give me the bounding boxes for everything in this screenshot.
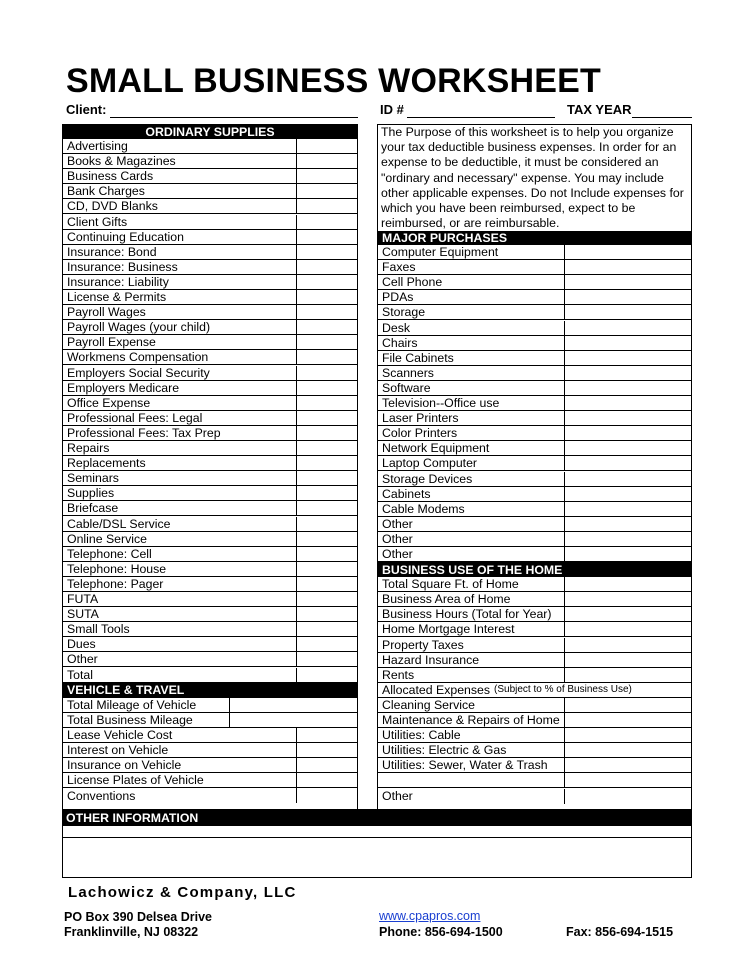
amount-cell[interactable] (296, 471, 357, 485)
amount-cell[interactable] (296, 547, 357, 561)
row-hazard-insurance (378, 653, 691, 668)
amount-cell[interactable] (564, 698, 691, 712)
row-payroll-expense (63, 335, 357, 350)
row-label: Repairs (67, 441, 110, 456)
row-property-taxes (378, 638, 691, 653)
row-label: Cable Modems (382, 501, 465, 516)
amount-cell[interactable] (564, 517, 691, 531)
row-label: Total (67, 667, 93, 682)
amount-cell[interactable] (229, 698, 357, 712)
row-label: Payroll Expense (67, 335, 156, 350)
purpose-line: other applicable expenses. Do not Include expenses for (381, 185, 684, 200)
phone-number: Phone: 856-694-1500 (379, 925, 503, 939)
row-label: Payroll Wages (your child) (67, 320, 211, 335)
business-use-home-header (378, 562, 691, 577)
amount-cell[interactable] (296, 154, 357, 168)
amount-cell[interactable] (564, 411, 691, 425)
row-other (378, 547, 691, 562)
id-label: ID # (380, 102, 404, 117)
amount-cell[interactable] (296, 305, 357, 319)
row-label: Total Business Mileage (67, 712, 193, 727)
row-cable-dsl-service (63, 517, 357, 532)
amount-cell[interactable] (296, 456, 357, 470)
row-label: Total Square Ft. of Home (382, 577, 519, 592)
row-television-office-use (378, 396, 691, 411)
amount-cell[interactable] (564, 290, 691, 304)
row-label: Hazard Insurance (382, 652, 480, 667)
amount-cell[interactable] (564, 547, 691, 561)
row-storage-devices (378, 472, 691, 487)
tax-year-field[interactable] (632, 117, 692, 118)
amount-cell[interactable] (564, 607, 691, 621)
row-label: Client Gifts (67, 214, 128, 229)
row-label: SUTA (67, 607, 99, 622)
row-license-plates-of-vehicle (63, 773, 357, 788)
company-name: Lachowicz & Company, LLC (68, 884, 297, 901)
row-label: Telephone: Cell (67, 546, 152, 561)
vehicle-travel-header-title: VEHICLE & TRAVEL (67, 683, 185, 698)
row-total-mileage-of-vehicle (63, 698, 357, 713)
row-storage (378, 305, 691, 320)
amount-cell[interactable] (296, 622, 357, 636)
amount-cell[interactable] (564, 366, 691, 380)
row-payroll-wages-your-child (63, 320, 357, 335)
website-link[interactable]: www.cpapros.com (379, 909, 481, 923)
row-label: Other (382, 789, 413, 804)
amount-cell[interactable] (296, 607, 357, 621)
row-label: Books & Magazines (67, 154, 176, 169)
row-other (378, 532, 691, 547)
row-label: Utilities: Cable (382, 728, 461, 743)
row-label: Business Cards (67, 169, 154, 184)
row-repairs (63, 441, 357, 456)
amount-cell[interactable] (296, 486, 357, 500)
amount-cell[interactable] (296, 532, 357, 546)
row-laser-printers (378, 411, 691, 426)
row-label: Other (382, 531, 413, 546)
row-label: Interest on Vehicle (67, 742, 169, 757)
row-lease-vehicle-cost (63, 728, 357, 743)
row-label: PDAs (382, 290, 414, 305)
amount-cell[interactable] (564, 653, 691, 667)
amount-cell[interactable] (564, 351, 691, 365)
row-total-square-ft-of-home (378, 577, 691, 592)
row-label: Allocated Expenses (Subject to % of Business Use) (382, 682, 632, 697)
amount-cell[interactable] (564, 532, 691, 546)
amount-cell[interactable] (296, 728, 357, 742)
row-label: FUTA (67, 592, 99, 607)
row-label: Dues (67, 637, 96, 652)
amount-cell[interactable] (564, 472, 691, 486)
amount-cell[interactable] (296, 230, 357, 244)
amount-cell[interactable] (564, 789, 691, 804)
ordinary-supplies-header-title: ORDINARY SUPPLIES (145, 125, 275, 139)
row-insurance-business (63, 260, 357, 275)
row-pdas (378, 290, 691, 305)
row-label: Insurance: Business (67, 259, 178, 274)
row-insurance-on-vehicle (63, 758, 357, 773)
amount-cell[interactable] (564, 305, 691, 319)
row-label: Scanners (382, 365, 434, 380)
purpose-line: expense to be deductible, it must be considered an (381, 155, 659, 170)
row-employers-medicare (63, 381, 357, 396)
row-label: Network Equipment (382, 441, 490, 456)
row-label: Professional Fees: Legal (67, 410, 203, 425)
row-bank-charges (63, 184, 357, 199)
row-label: Other (382, 547, 413, 562)
amount-cell[interactable] (296, 517, 357, 531)
amount-cell[interactable] (296, 320, 357, 334)
row-dues (63, 637, 357, 652)
row-label: Utilities: Electric & Gas (382, 743, 507, 758)
amount-cell[interactable] (564, 728, 691, 742)
row-label: Small Tools (67, 622, 130, 637)
amount-cell[interactable] (296, 441, 357, 455)
row-label: Color Printers (382, 426, 458, 441)
row-utilities-sewer-water-trash (378, 758, 691, 773)
row-utilities-cable (378, 728, 691, 743)
row-faxes (378, 260, 691, 275)
row-label: License & Permits (67, 290, 167, 305)
row-label: Conventions (67, 788, 136, 803)
row-utilities-electric-gas (378, 743, 691, 758)
amount-cell[interactable] (296, 637, 357, 651)
row-label: Faxes (382, 260, 416, 275)
row-label: Chairs (382, 335, 418, 350)
row-other (378, 517, 691, 532)
amount-cell[interactable] (564, 275, 691, 289)
amount-cell[interactable] (296, 577, 357, 591)
row-label: Workmens Compensation (67, 350, 209, 365)
row-label: Bank Charges (67, 184, 145, 199)
row-business-area-of-home (378, 592, 691, 607)
row-label: Other (67, 652, 98, 667)
row-futa (63, 592, 357, 607)
amount-cell[interactable] (564, 592, 691, 606)
row-label: Cabinets (382, 486, 431, 501)
row-professional-fees-tax-prep (63, 426, 357, 441)
row-label: Seminars (67, 471, 119, 486)
address-line-2: Franklinville, NJ 08322 (64, 925, 199, 939)
amount-cell[interactable] (296, 215, 357, 229)
row-cabinets (378, 487, 691, 502)
row-label: Software (382, 380, 431, 395)
row-insurance-bond (63, 245, 357, 260)
amount-cell[interactable] (564, 622, 691, 636)
row-label: License Plates of Vehicle (67, 773, 204, 788)
row-total (63, 668, 357, 683)
row-label: Professional Fees: Tax Prep (67, 425, 221, 440)
row-label: Advertising (67, 139, 128, 154)
client-label: Client: (66, 102, 107, 117)
row-label: Insurance on Vehicle (67, 758, 182, 773)
row-insurance-liability (63, 275, 357, 290)
row-online-service (63, 532, 357, 547)
amount-cell[interactable] (296, 260, 357, 274)
row-label: Rents (382, 667, 415, 682)
amount-cell[interactable] (296, 350, 357, 364)
row-label: Cable/DSL Service (67, 516, 171, 531)
other-information-header (62, 809, 692, 826)
row-label: Cell Phone (382, 275, 443, 290)
row-label: Office Expense (67, 395, 151, 410)
row-interest-on-vehicle (63, 743, 357, 758)
row-payroll-wages (63, 305, 357, 320)
row-office-expense (63, 396, 357, 411)
other-information-rule (63, 837, 691, 838)
purpose-line: your tax deductible business expenses. In order for an (381, 140, 677, 155)
major-purchases-header (378, 231, 691, 245)
row-briefcase (63, 501, 357, 516)
left-column (62, 124, 358, 812)
amount-cell[interactable] (296, 381, 357, 395)
row-suta (63, 607, 357, 622)
amount-cell[interactable] (296, 411, 357, 425)
right-column (377, 124, 692, 812)
other-information-area[interactable] (62, 825, 692, 878)
row-blank (378, 773, 691, 788)
row-seminars (63, 471, 357, 486)
amount-cell[interactable] (564, 260, 691, 274)
amount-cell[interactable] (564, 638, 691, 652)
client-field[interactable] (110, 117, 358, 118)
row-cleaning-service (378, 698, 691, 713)
row-laptop-computer (378, 456, 691, 471)
row-network-equipment (378, 441, 691, 456)
amount-cell[interactable] (296, 199, 357, 213)
amount-cell[interactable] (296, 184, 357, 198)
amount-cell[interactable] (296, 366, 357, 380)
amount-cell[interactable] (296, 426, 357, 440)
amount-cell[interactable] (296, 562, 357, 576)
row-label: File Cabinets (382, 350, 454, 365)
row-rents (378, 668, 691, 683)
amount-cell[interactable] (564, 577, 691, 591)
other-information-title: OTHER INFORMATION (66, 810, 199, 825)
row-label: CD, DVD Blanks (67, 199, 158, 214)
row-maintenance-repairs-of-home (378, 713, 691, 728)
row-software (378, 381, 691, 396)
amount-cell[interactable] (296, 743, 357, 757)
tax-year-label: TAX YEAR (567, 102, 632, 117)
row-label: Desk (382, 320, 411, 335)
row-home-mortgage-interest (378, 622, 691, 637)
row-label: Continuing Education (67, 229, 184, 244)
row-label: Employers Medicare (67, 380, 180, 395)
amount-cell[interactable] (564, 426, 691, 440)
amount-cell[interactable] (564, 668, 691, 682)
row-label: Storage (382, 305, 426, 320)
row-advertising (63, 139, 357, 154)
amount-cell[interactable] (296, 758, 357, 772)
amount-cell[interactable] (296, 501, 357, 515)
ordinary-supplies-header (63, 125, 357, 139)
row-desk (378, 321, 691, 336)
row-cable-modems (378, 502, 691, 517)
amount-cell[interactable] (296, 290, 357, 304)
address-line-1: PO Box 390 Delsea Drive (64, 910, 212, 924)
row-other (378, 789, 691, 804)
row-label: Supplies (67, 486, 115, 501)
row-allocated-expenses (378, 683, 691, 698)
business-use-home-header-title: BUSINESS USE OF THE HOME (382, 562, 563, 577)
row-label: Replacements (67, 456, 146, 471)
amount-cell[interactable] (296, 335, 357, 349)
row-file-cabinets (378, 351, 691, 366)
row-telephone-cell (63, 547, 357, 562)
row-label: Property Taxes (382, 637, 464, 652)
amount-cell[interactable] (564, 456, 691, 470)
row-cd-dvd-blanks (63, 199, 357, 214)
row-conventions (63, 788, 357, 803)
row-scanners (378, 366, 691, 381)
row-other (63, 652, 357, 667)
row-client-gifts (63, 215, 357, 230)
row-label: Payroll Wages (67, 305, 146, 320)
row-total-business-mileage (63, 713, 357, 728)
amount-cell[interactable] (296, 668, 357, 682)
row-label: Home Mortgage Interest (382, 622, 515, 637)
amount-cell[interactable] (296, 139, 357, 153)
row-label: Other (382, 516, 413, 531)
row-label: Cleaning Service (382, 697, 475, 712)
amount-cell[interactable] (296, 275, 357, 289)
row-continuing-education (63, 230, 357, 245)
amount-cell[interactable] (564, 381, 691, 395)
amount-cell[interactable] (296, 245, 357, 259)
row-label: Utilities: Sewer, Water & Trash (382, 758, 548, 773)
row-label: Business Hours (Total for Year) (382, 607, 552, 622)
row-label: Telephone: House (67, 561, 167, 576)
purpose-line: The Purpose of this worksheet is to help you organize (381, 125, 674, 139)
amount-cell[interactable] (296, 652, 357, 666)
vehicle-travel-header (63, 683, 357, 698)
row-label: Online Service (67, 531, 147, 546)
worksheet-title: SMALL BUSINESS WORKSHEET (66, 62, 601, 100)
major-purchases-header-title: MAJOR PURCHASES (382, 231, 508, 245)
amount-cell[interactable] (296, 592, 357, 606)
amount-cell[interactable] (564, 502, 691, 516)
amount-cell[interactable] (564, 336, 691, 350)
row-label: Briefcase (67, 501, 119, 516)
row-label: Laptop Computer (382, 456, 478, 471)
purpose-line: "ordinary and necessary" expense. You may include (381, 170, 664, 185)
row-label: Storage Devices (382, 471, 473, 486)
amount-cell[interactable] (564, 396, 691, 410)
amount-cell[interactable] (564, 487, 691, 501)
row-business-hours-total-for-year (378, 607, 691, 622)
row-label: Television--Office use (382, 396, 500, 411)
fax-number: Fax: 856-694-1515 (566, 925, 674, 939)
row-label: Laser Printers (382, 411, 459, 426)
amount-cell[interactable] (296, 773, 357, 787)
amount-cell[interactable] (229, 713, 357, 727)
row-license-permits (63, 290, 357, 305)
id-field[interactable] (407, 117, 555, 118)
amount-cell[interactable] (564, 245, 691, 259)
amount-cell[interactable] (564, 713, 691, 727)
amount-cell[interactable] (296, 169, 357, 183)
allocated-note: (Subject to % of Business Use) (494, 684, 632, 696)
purpose-text (381, 125, 691, 231)
row-computer-equipment (378, 245, 691, 260)
row-label: Employers Social Security (67, 365, 210, 380)
row-label: Insurance: Bond (67, 244, 157, 259)
purpose-line: reimbursed, or are reimbursable. (381, 216, 560, 231)
row-books-magazines (63, 154, 357, 169)
row-supplies (63, 486, 357, 501)
row-label: Total Mileage of Vehicle (67, 697, 197, 712)
row-telephone-pager (63, 577, 357, 592)
amount-cell[interactable] (564, 743, 691, 757)
row-telephone-house (63, 562, 357, 577)
amount-cell[interactable] (296, 396, 357, 410)
row-small-tools (63, 622, 357, 637)
row-business-cards (63, 169, 357, 184)
row-employers-social-security (63, 366, 357, 381)
row-workmens-compensation (63, 350, 357, 365)
amount-cell[interactable] (296, 788, 357, 803)
amount-cell[interactable] (564, 758, 691, 772)
row-cell-phone (378, 275, 691, 290)
amount-cell[interactable] (564, 441, 691, 455)
row-professional-fees-legal (63, 411, 357, 426)
amount-cell[interactable] (564, 773, 691, 787)
amount-cell[interactable] (564, 321, 691, 335)
row-color-printers (378, 426, 691, 441)
row-label: Lease Vehicle Cost (67, 727, 173, 742)
purpose-line: which you have been reimbursed, expect to be (381, 201, 636, 216)
row-label: Telephone: Pager (67, 576, 164, 591)
row-label: Business Area of Home (382, 592, 511, 607)
row-replacements (63, 456, 357, 471)
row-label: Computer Equipment (382, 245, 499, 260)
row-chairs (378, 336, 691, 351)
row-label: Insurance: Liability (67, 274, 169, 289)
row-label: Maintenance & Repairs of Home (382, 713, 560, 728)
